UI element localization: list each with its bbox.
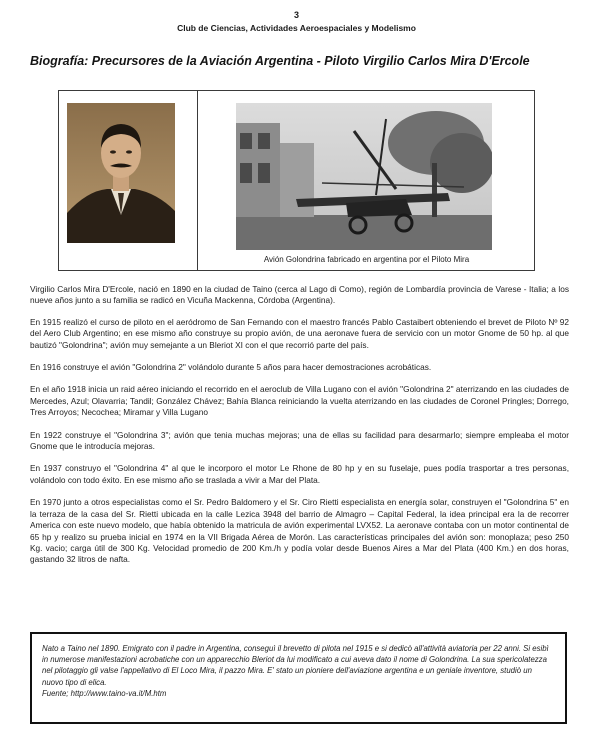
photo-caption: Avión Golondrina fabricado en argentina por el Piloto Mira <box>263 255 470 264</box>
note-body: Nato a Taino nel 1890. Emigrato con il padre in Argentina, conseguì il brevetto di pilota nel 1915 e si dedicò all'attività aviatoria per 22 anni. Si esibì in numerose manifestazioni acrobatiche con un apparecchio Bleriot da lui modificato a cui aveva dato il nome di Golondrina. La sua spericolatezza nel pilotaggio gli valse l'appellativo di El Loco Mira, il pazzo Mira. E' stato un pioniere dell'aviazione argentina e un geniale inventore, studiò un nuovo tipo di elica. <box>42 644 549 687</box>
paragraph-1970: En 1970 junto a otros especialistas como el Sr. Pedro Baldomero y el Sr. Ciro Rietti especialista en energía solar, construyen el "Golondrina 5" en la terraza de la casa del Sr. Rietti ubicada en la calle Lezica 3948 del barrio de Almagro – Capital Federal, la idea principal era la de recorrer America con este nuevo modelo, que había obtenido la matricula de avión experimental LVX52. La aeronave contaba con un motor continental de 65 hp y realizo su prueba inicial en 1974 en la VII Brigada Aérea de Morón. Las características principales del avión son: monoplaza; peso 250 Kg. vacio; carga útil de 300 Kg. Velocidad promedio de 200 Km./h y podía volar desde Buenos Aires a Mar del Plata (400 Km.) en dos horas, gastando 32 litros de nafta. <box>30 497 569 565</box>
italian-note-text <box>42 643 555 699</box>
page-number: 3 <box>293 10 299 20</box>
paragraph-1937: En 1937 construyo el "Golondrina 4" al que le incorporo el motor Le Rhone de 80 hp y en su fuselaje, pues podía trasportar a tres personas, volándolo con todo éxito. En ese mismo año se traslada a vivir a Mar del Plata. <box>30 463 569 485</box>
article-title: Biografía: Precursores de la Aviación Argentina - Piloto Virgilio Carlos Mira D'Ercole <box>30 54 530 68</box>
italian-note-box <box>30 632 567 724</box>
paragraph-birth: Virgilio Carlos Mira D'Ercole, nació en 1890 en la ciudad de Taino (cerca al Lago di Como), región de Lombardía provincia de Varese - Italia; a los nueve años junto a su familia se radicó en Vicuña Mackenna, Córdoba (Argentina). <box>30 284 569 306</box>
note-source: Fuente; http://www.taino-va.it/M.htm <box>42 688 167 698</box>
photo-frame <box>58 90 535 271</box>
frame-divider <box>197 91 198 270</box>
paragraph-1922: En 1922 construye el "Golondrina 3"; avión que tenia muchas mejoras; una de ellas su facilidad para desarmarlo; siempre empleaba el motor Gnome que le introducía mejoras. <box>30 429 569 452</box>
paragraph-1918: En el año 1918 inicia un raid aéreo iniciando el recorrido en el aeroclub de Villa Lugano con el avión "Golondrina 2" aterrizando en las ciudades de Mercedes, Azul; Olavarria; Tandil; González Chávez; Bahía Blanca reiniciando la vuelta aterrizando en las ciudades de Coronel Pringles; Dorrego, Tres Arroyos; Necochea; Miramar y Villa Lugano <box>30 384 569 418</box>
paragraph-1915: En 1915 realizó el curso de piloto en el aeródromo de San Fernando con el maestro francés Pablo Castaibert obteniendo el brevet de Piloto Nº 92 del Aero Club Argentino; en ese mismo año construye su propio avión, de una aeronave fuera de servicio con un motor Gnome de 50 hp. al que bautizó "Golondrina"; avión muy semejante a un Bleriot XI con el que recorrió parte del país. <box>30 316 569 350</box>
golondrina-airplane-photo <box>236 103 492 250</box>
club-name: Club de Ciencias, Actividades Aeroespaciales y Modelismo <box>177 23 416 33</box>
pilot-portrait <box>67 103 175 243</box>
paragraph-1916: En 1916 construye el avión "Golondrina 2" volándolo durante 5 años para hacer demostraciones acrobáticas. <box>30 362 432 373</box>
biography-body <box>30 284 569 577</box>
